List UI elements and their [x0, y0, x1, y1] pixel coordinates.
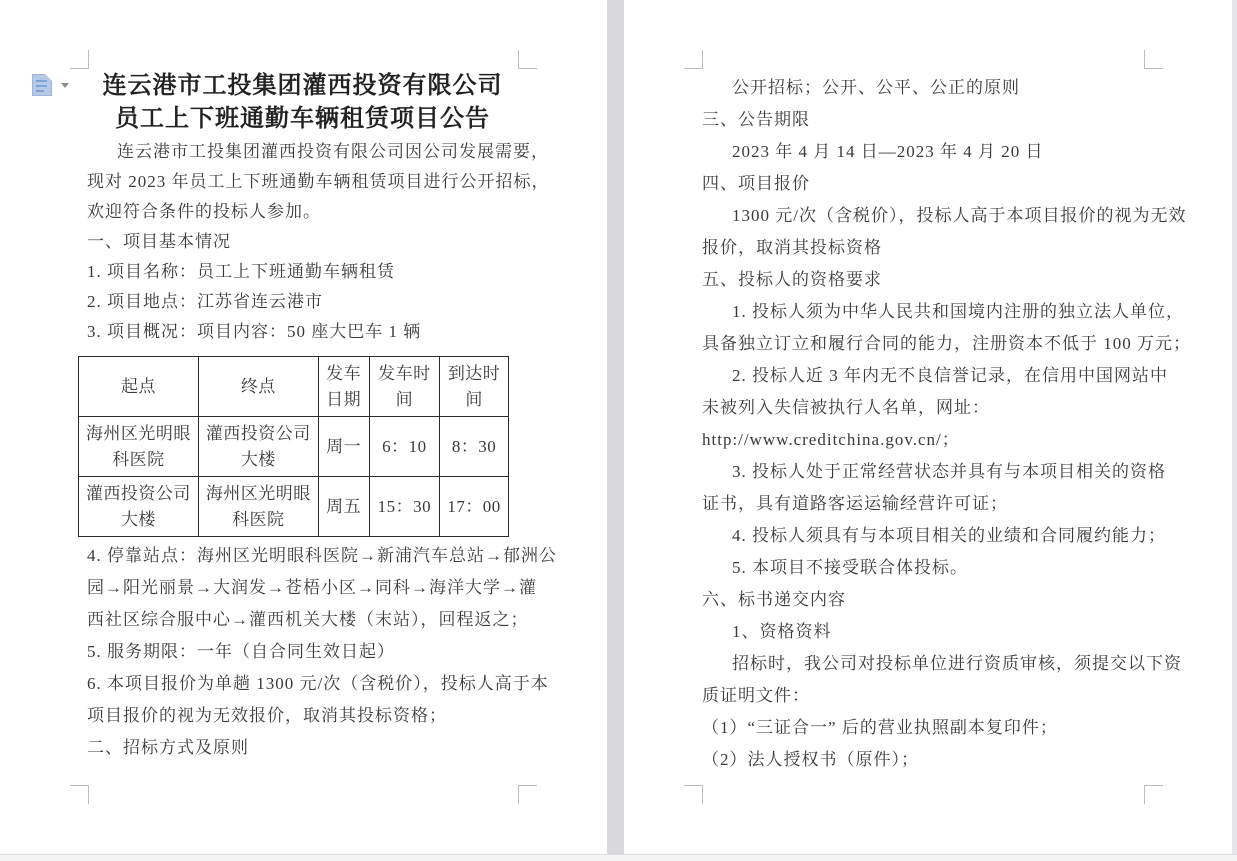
table-cell[interactable]: 海州区光明眼科医院	[79, 417, 199, 477]
paste-options-button[interactable]	[28, 72, 70, 98]
text-line: （2）法人授权书（原件）；	[702, 750, 919, 769]
text-line: 1. 投标人须为中华人民共和国境内注册的独立法人单位，	[732, 302, 1184, 321]
page1-content	[85, 0, 557, 854]
table-cell[interactable]: 15：30	[369, 477, 440, 537]
text-line: 具备独立订立和履行合同的能力，注册资本不低于 100 万元；	[702, 334, 1191, 353]
table-row	[79, 477, 509, 537]
text-line: （1）“三证合一” 后的营业执照副本复印件；	[702, 718, 1058, 737]
vertical-scrollbar-track[interactable]	[1232, 0, 1237, 854]
text-line: 二、招标方式及原则	[87, 738, 249, 757]
table-cell[interactable]: 灌西投资公司大楼	[79, 477, 199, 537]
text-line: 欢迎符合条件的投标人参加。	[87, 202, 321, 221]
table-cell[interactable]: 灌西投资公司大楼	[198, 417, 318, 477]
page2-margin-mark-top-right	[1144, 50, 1163, 69]
page2-margin-mark-bottom-right	[1144, 785, 1163, 804]
text-line: 公开招标；公开、公平、公正的原则	[732, 78, 1020, 97]
table-header-cell[interactable]: 发车日期	[318, 357, 369, 417]
text-line: 3. 项目概况：项目内容：50 座大巴车 1 辆	[87, 322, 422, 341]
text-line: 证书，具有道路客运运输经营许可证；	[702, 494, 1008, 513]
text-line: 一、项目基本情况	[87, 232, 231, 251]
text-line: http://www.creditchina.gov.cn/；	[702, 430, 960, 449]
table-header-cell[interactable]: 到达时间	[440, 357, 509, 417]
text-line: 1300 元/次（含税价），投标人高于本项目报价的视为无效	[732, 206, 1187, 225]
page1-margin-mark-bottom-right	[518, 785, 537, 804]
table-header-row	[79, 357, 509, 417]
page2-text	[702, 72, 1191, 776]
bus-schedule-table[interactable]	[78, 356, 509, 537]
document-title-line: 员工上下班通勤车辆租赁项目公告	[115, 106, 490, 132]
document-title-line: 连云港市工投集团灌西投资有限公司	[102, 73, 503, 99]
text-line: 六、标书递交内容	[702, 590, 846, 609]
text-line: 3. 投标人处于正常经营状态并具有与本项目相关的资格	[732, 462, 1166, 481]
text-line: 西社区综合服中心→灌西机关大楼（末站），回程返之；	[87, 610, 529, 629]
text-line: 4. 停靠站点：海州区光明眼科医院→新浦汽车总站→郁洲公	[87, 546, 557, 565]
page-gap	[607, 0, 624, 854]
text-line: 连云港市工投集团灌西投资有限公司因公司发展需要，	[117, 142, 549, 161]
text-line: 1、资格资料	[732, 622, 832, 641]
paste-clipboard-icon	[32, 74, 52, 96]
text-line: 6. 本项目报价为单趟 1300 元/次（含税价），投标人高于本	[87, 674, 549, 693]
text-line: 质证明文件：	[702, 686, 810, 705]
table-cell[interactable]: 8：30	[440, 417, 509, 477]
page2-margin-mark-bottom-left	[684, 785, 703, 804]
page1-text-before-table	[87, 137, 550, 347]
table-header-cell[interactable]: 发车时间	[369, 357, 440, 417]
chevron-down-icon	[61, 83, 69, 88]
text-line: 5. 本项目不接受联合体投标。	[732, 558, 968, 577]
table-row	[79, 417, 509, 477]
text-line: 项目报价的视为无效报价，取消其投标资格；	[87, 706, 447, 725]
page2-margin-mark-top-left	[684, 50, 703, 69]
text-line: 未被列入失信被执行人名单，网址：	[702, 398, 990, 417]
table-cell[interactable]: 周一	[318, 417, 369, 477]
text-line: 5. 服务期限：一年（自合同生效日起）	[87, 642, 395, 661]
page2-content	[702, 0, 1191, 854]
text-line: 现对 2023 年员工上下班通勤车辆租赁项目进行公开招标，	[87, 172, 550, 191]
text-line: 报价，取消其投标资格	[702, 238, 882, 257]
text-line: 园→阳光丽景→大润发→苍梧小区→同科→海洋大学→灌	[87, 578, 537, 597]
horizontal-scrollbar-track[interactable]	[0, 854, 1237, 861]
text-line: 2023 年 4 月 14 日—2023 年 4 月 20 日	[732, 142, 1044, 161]
text-line: 4. 投标人须具有与本项目相关的业绩和合同履约能力；	[732, 526, 1166, 545]
text-line: 2. 项目地点：江苏省连云港市	[87, 292, 323, 311]
table-cell[interactable]: 周五	[318, 477, 369, 537]
table-header-cell[interactable]: 起点	[79, 357, 199, 417]
table-header-cell[interactable]: 终点	[198, 357, 318, 417]
page1-text-after-table	[87, 540, 557, 764]
table-cell[interactable]: 17：00	[440, 477, 509, 537]
text-line: 1. 项目名称：员工上下班通勤车辆租赁	[87, 262, 395, 281]
text-line: 2. 投标人近 3 年内无不良信誉记录，在信用中国网站中	[732, 366, 1168, 385]
text-line: 四、项目报价	[702, 174, 810, 193]
table-cell[interactable]: 6：10	[369, 417, 440, 477]
document-title	[87, 70, 518, 136]
table-cell[interactable]: 海州区光明眼科医院	[198, 477, 318, 537]
text-line: 五、投标人的资格要求	[702, 270, 882, 289]
page1-margin-mark-top-right	[518, 50, 537, 69]
text-line: 三、公告期限	[702, 110, 810, 129]
text-line: 招标时，我公司对投标单位进行资质审核，须提交以下资	[732, 654, 1182, 673]
